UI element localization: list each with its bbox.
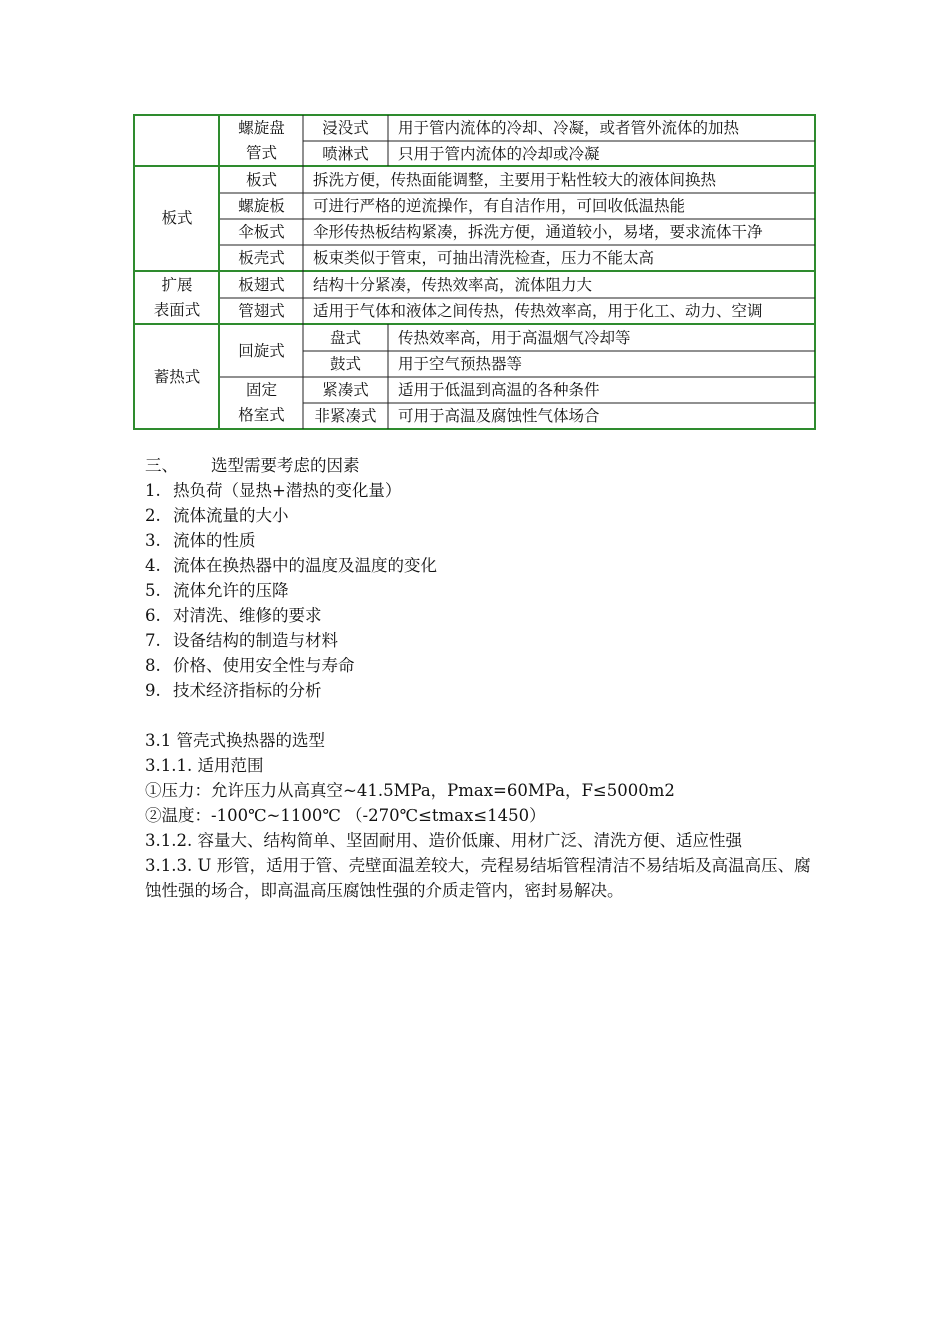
list-item: 3. 流体的性质 [145,531,256,550]
list-item: 4. 流体在换热器中的温度及温度的变化 [145,556,437,575]
subsection-3-1-1: 3.1.1. 适用范围 [145,756,264,775]
subsection-3-1-3: 3.1.3. U 形管，适用于管、壳壁面温差较大，壳程易结垢管程清洁不易结垢及高温高压、腐蚀性强的场合，即高温高压腐蚀性强的介质走管内，密封易解决。 [145,856,811,900]
desc-cell: 用于空气预热器等 [398,355,523,373]
type-cell: 紧凑式 [322,381,369,399]
type-cell: 板式 [245,171,277,189]
category-extended-surface: 扩展 表面式 [153,276,201,319]
heat-exchanger-table [133,114,816,430]
list-item: 6. 对清洗、维修的要求 [145,606,322,625]
desc-cell: 可进行严格的逆流操作，有自洁作用，可回收低温热能 [313,197,686,215]
sub-category-spiral-coil: 螺旋盘 管式 [238,119,285,162]
desc-cell: 伞形传热板结构紧凑，拆洗方便，通道较小，易堵，要求流体干净 [313,223,763,241]
pressure-range: ①压力：允许压力从高真空~41.5MPa，Pmax=60MPa，F≤5000m2 [145,781,675,800]
desc-cell: 只用于管内流体的冷却或冷凝 [398,145,600,163]
temperature-range: ②温度：-100℃~1100℃ （-270℃≤tmax≤1450） [145,806,546,825]
list-item: 1. 热负荷（显热+潜热的变化量） [145,481,402,500]
category-plate: 板式 [161,209,193,227]
type-cell: 板翅式 [238,276,285,294]
subsection-3-1-2: 3.1.2. 容量大、结构简单、坚固耐用、造价低廉、用材广泛、清洗方便、适应性强 [145,831,742,850]
type-cell: 鼓式 [329,355,361,373]
section-number: 三、 [145,456,178,475]
sub-category-rotary: 回旋式 [238,342,285,360]
desc-cell: 可用于高温及腐蚀性气体场合 [398,407,600,425]
type-cell: 螺旋板 [238,197,285,215]
type-cell: 管翅式 [238,302,285,320]
sub-category-fixed-chamber: 固定 格室式 [238,381,285,424]
type-cell: 非紧凑式 [314,407,377,425]
section-heading [145,453,815,478]
type-cell: 伞板式 [238,223,285,241]
section-title: 选型需要考虑的因素 [211,456,360,475]
desc-cell: 拆洗方便，传热面能调整，主要用于粘性较大的液体间换热 [313,171,717,189]
desc-cell: 板束类似于管束，可抽出清洗检查，压力不能太高 [313,249,655,267]
subsection-title: 3.1 管壳式换热器的选型 [145,731,325,750]
desc-cell: 适用于低温到高温的各种条件 [398,381,600,399]
list-item: 8. 价格、使用安全性与寿命 [145,656,355,675]
type-cell: 盘式 [329,329,361,347]
list-item: 7. 设备结构的制造与材料 [145,631,338,650]
type-cell: 喷淋式 [322,145,369,163]
desc-cell: 用于管内流体的冷却、冷凝，或者管外流体的加热 [398,119,740,137]
list-item: 2. 流体流量的大小 [145,506,289,525]
type-cell: 浸没式 [322,119,369,137]
desc-cell: 传热效率高，用于高温烟气冷却等 [398,329,631,347]
type-cell: 板壳式 [238,249,285,267]
document-body [145,453,815,903]
list-item: 5. 流体允许的压降 [145,581,289,600]
desc-cell: 适用于气体和液体之间传热，传热效率高，用于化工、动力、空调 [313,302,763,320]
desc-cell: 结构十分紧凑，传热效率高，流体阻力大 [313,276,593,294]
list-item: 9. 技术经济指标的分析 [145,681,322,700]
category-regenerative: 蓄热式 [153,368,201,386]
